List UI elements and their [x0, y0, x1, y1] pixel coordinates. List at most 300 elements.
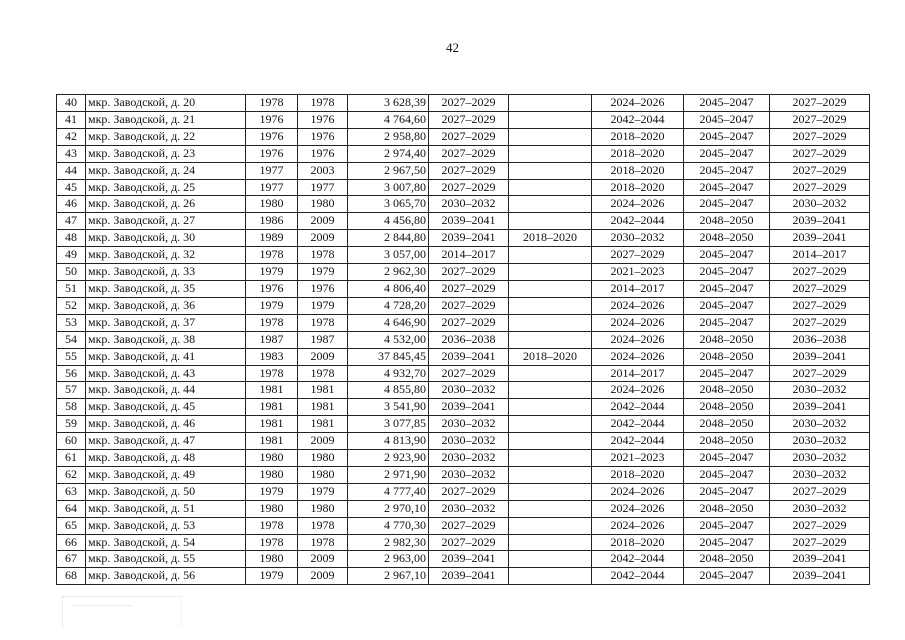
cell-construction-year: 1987 — [246, 331, 298, 348]
cell-repair-period-2 — [509, 314, 592, 331]
faint-stamp-mark — [62, 596, 182, 627]
cell-row-number: 40 — [57, 95, 86, 112]
cell-repair-period-5: 2030–2032 — [770, 466, 870, 483]
cell-repair-period-5: 2039–2041 — [770, 551, 870, 568]
cell-repair-period-2 — [509, 162, 592, 179]
cell-repair-period-2 — [509, 179, 592, 196]
cell-row-number: 56 — [57, 365, 86, 382]
table-row — [57, 297, 870, 314]
cell-repair-period-1: 2027–2029 — [429, 517, 509, 534]
cell-construction-year: 1976 — [246, 111, 298, 128]
cell-repair-period-3: 2024–2026 — [592, 382, 684, 399]
cell-row-number: 63 — [57, 483, 86, 500]
cell-repair-period-5: 2030–2032 — [770, 433, 870, 450]
cell-area: 4 932,70 — [348, 365, 429, 382]
table-row — [57, 551, 870, 568]
cell-repair-period-5: 2027–2029 — [770, 314, 870, 331]
cell-major-repair-year: 2009 — [298, 348, 348, 365]
cell-repair-period-2 — [509, 247, 592, 264]
cell-area: 3 077,85 — [348, 416, 429, 433]
cell-repair-period-3: 2024–2026 — [592, 314, 684, 331]
cell-area: 4 770,30 — [348, 517, 429, 534]
cell-repair-period-3: 2024–2026 — [592, 348, 684, 365]
cell-repair-period-1: 2030–2032 — [429, 433, 509, 450]
cell-row-number: 51 — [57, 280, 86, 297]
cell-address: мкр. Заводской, д. 33 — [86, 264, 246, 281]
cell-construction-year: 1986 — [246, 213, 298, 230]
cell-repair-period-2 — [509, 534, 592, 551]
cell-address: мкр. Заводской, д. 50 — [86, 483, 246, 500]
cell-repair-period-1: 2027–2029 — [429, 111, 509, 128]
cell-construction-year: 1980 — [246, 466, 298, 483]
cell-area: 2 974,40 — [348, 145, 429, 162]
cell-repair-period-4: 2045–2047 — [684, 162, 770, 179]
cell-row-number: 62 — [57, 466, 86, 483]
cell-repair-period-3: 2030–2032 — [592, 230, 684, 247]
cell-address: мкр. Заводской, д. 37 — [86, 314, 246, 331]
cell-repair-period-1: 2027–2029 — [429, 314, 509, 331]
cell-construction-year: 1979 — [246, 264, 298, 281]
cell-row-number: 52 — [57, 297, 86, 314]
cell-row-number: 41 — [57, 111, 86, 128]
cell-area: 3 007,80 — [348, 179, 429, 196]
cell-area: 4 777,40 — [348, 483, 429, 500]
cell-row-number: 49 — [57, 247, 86, 264]
cell-construction-year: 1979 — [246, 297, 298, 314]
cell-address: мкр. Заводской, д. 45 — [86, 399, 246, 416]
cell-repair-period-5: 2030–2032 — [770, 500, 870, 517]
cell-row-number: 46 — [57, 196, 86, 213]
cell-construction-year: 1978 — [246, 517, 298, 534]
table-row — [57, 196, 870, 213]
cell-repair-period-5: 2027–2029 — [770, 111, 870, 128]
cell-address: мкр. Заводской, д. 27 — [86, 213, 246, 230]
cell-repair-period-1: 2027–2029 — [429, 280, 509, 297]
cell-area: 3 628,39 — [348, 95, 429, 112]
cell-row-number: 57 — [57, 382, 86, 399]
cell-repair-period-5: 2039–2041 — [770, 213, 870, 230]
cell-repair-period-2 — [509, 450, 592, 467]
table-row — [57, 450, 870, 467]
cell-major-repair-year: 1981 — [298, 416, 348, 433]
cell-repair-period-5: 2039–2041 — [770, 348, 870, 365]
cell-repair-period-1: 2027–2029 — [429, 179, 509, 196]
cell-major-repair-year: 2009 — [298, 568, 348, 585]
cell-row-number: 54 — [57, 331, 86, 348]
cell-repair-period-1: 2027–2029 — [429, 264, 509, 281]
cell-major-repair-year: 1978 — [298, 95, 348, 112]
cell-repair-period-5: 2027–2029 — [770, 162, 870, 179]
table-row — [57, 314, 870, 331]
cell-repair-period-4: 2048–2050 — [684, 399, 770, 416]
cell-major-repair-year: 1977 — [298, 179, 348, 196]
cell-major-repair-year: 1987 — [298, 331, 348, 348]
cell-row-number: 55 — [57, 348, 86, 365]
cell-construction-year: 1981 — [246, 416, 298, 433]
cell-address: мкр. Заводской, д. 21 — [86, 111, 246, 128]
cell-repair-period-4: 2048–2050 — [684, 348, 770, 365]
cell-area: 2 971,90 — [348, 466, 429, 483]
table-row — [57, 416, 870, 433]
cell-repair-period-4: 2048–2050 — [684, 382, 770, 399]
cell-repair-period-2 — [509, 95, 592, 112]
cell-repair-period-3: 2024–2026 — [592, 95, 684, 112]
cell-area: 2 967,50 — [348, 162, 429, 179]
cell-area: 4 456,80 — [348, 213, 429, 230]
cell-construction-year: 1980 — [246, 551, 298, 568]
cell-address: мкр. Заводской, д. 23 — [86, 145, 246, 162]
cell-area: 2 970,10 — [348, 500, 429, 517]
cell-construction-year: 1976 — [246, 128, 298, 145]
cell-row-number: 42 — [57, 128, 86, 145]
cell-major-repair-year: 1980 — [298, 466, 348, 483]
cell-construction-year: 1979 — [246, 568, 298, 585]
cell-row-number: 45 — [57, 179, 86, 196]
table-row — [57, 348, 870, 365]
cell-row-number: 58 — [57, 399, 86, 416]
cell-construction-year: 1978 — [246, 247, 298, 264]
cell-repair-period-2 — [509, 416, 592, 433]
cell-address: мкр. Заводской, д. 43 — [86, 365, 246, 382]
cell-construction-year: 1980 — [246, 196, 298, 213]
table-row — [57, 230, 870, 247]
cell-repair-period-3: 2018–2020 — [592, 179, 684, 196]
cell-repair-period-2 — [509, 128, 592, 145]
cell-repair-period-2 — [509, 466, 592, 483]
cell-repair-period-4: 2045–2047 — [684, 534, 770, 551]
cell-repair-period-2: 2018–2020 — [509, 230, 592, 247]
table-row — [57, 247, 870, 264]
cell-area: 4 813,90 — [348, 433, 429, 450]
cell-construction-year: 1981 — [246, 382, 298, 399]
cell-row-number: 53 — [57, 314, 86, 331]
table-row — [57, 179, 870, 196]
cell-major-repair-year: 1979 — [298, 483, 348, 500]
cell-repair-period-2 — [509, 500, 592, 517]
table-row — [57, 162, 870, 179]
table-row — [57, 382, 870, 399]
cell-area: 4 855,80 — [348, 382, 429, 399]
cell-address: мкр. Заводской, д. 53 — [86, 517, 246, 534]
cell-repair-period-2 — [509, 280, 592, 297]
cell-row-number: 44 — [57, 162, 86, 179]
cell-repair-period-2 — [509, 264, 592, 281]
cell-repair-period-1: 2030–2032 — [429, 196, 509, 213]
cell-repair-period-1: 2027–2029 — [429, 162, 509, 179]
cell-major-repair-year: 2009 — [298, 551, 348, 568]
cell-repair-period-5: 2027–2029 — [770, 145, 870, 162]
cell-area: 2 844,80 — [348, 230, 429, 247]
cell-area: 4 532,00 — [348, 331, 429, 348]
cell-repair-period-3: 2014–2017 — [592, 365, 684, 382]
cell-repair-period-5: 2030–2032 — [770, 450, 870, 467]
cell-construction-year: 1980 — [246, 500, 298, 517]
cell-repair-period-1: 2030–2032 — [429, 450, 509, 467]
cell-area: 2 962,30 — [348, 264, 429, 281]
cell-address: мкр. Заводской, д. 54 — [86, 534, 246, 551]
cell-repair-period-4: 2045–2047 — [684, 264, 770, 281]
cell-repair-period-1: 2014–2017 — [429, 247, 509, 264]
cell-construction-year: 1978 — [246, 95, 298, 112]
cell-repair-period-2 — [509, 433, 592, 450]
cell-address: мкр. Заводской, д. 24 — [86, 162, 246, 179]
cell-repair-period-3: 2018–2020 — [592, 145, 684, 162]
cell-repair-period-3: 2024–2026 — [592, 483, 684, 500]
cell-repair-period-5: 2030–2032 — [770, 416, 870, 433]
table-row — [57, 568, 870, 585]
cell-address: мкр. Заводской, д. 47 — [86, 433, 246, 450]
cell-repair-period-5: 2027–2029 — [770, 365, 870, 382]
cell-repair-period-4: 2045–2047 — [684, 128, 770, 145]
cell-repair-period-4: 2045–2047 — [684, 568, 770, 585]
cell-repair-period-5: 2030–2032 — [770, 382, 870, 399]
cell-major-repair-year: 1978 — [298, 314, 348, 331]
cell-area: 37 845,45 — [348, 348, 429, 365]
cell-area: 4 764,60 — [348, 111, 429, 128]
table-body — [57, 95, 870, 585]
cell-repair-period-5: 2039–2041 — [770, 230, 870, 247]
cell-repair-period-2 — [509, 568, 592, 585]
cell-construction-year: 1978 — [246, 534, 298, 551]
table-row — [57, 111, 870, 128]
cell-major-repair-year: 2009 — [298, 433, 348, 450]
cell-area: 2 963,00 — [348, 551, 429, 568]
page-number: 42 — [446, 40, 459, 55]
cell-row-number: 68 — [57, 568, 86, 585]
cell-major-repair-year: 1980 — [298, 196, 348, 213]
cell-repair-period-5: 2027–2029 — [770, 297, 870, 314]
cell-repair-period-1: 2030–2032 — [429, 500, 509, 517]
cell-major-repair-year: 1978 — [298, 247, 348, 264]
cell-major-repair-year: 1976 — [298, 128, 348, 145]
cell-major-repair-year: 1976 — [298, 280, 348, 297]
cell-repair-period-4: 2045–2047 — [684, 450, 770, 467]
cell-row-number: 64 — [57, 500, 86, 517]
cell-construction-year: 1979 — [246, 483, 298, 500]
cell-repair-period-4: 2045–2047 — [684, 247, 770, 264]
cell-repair-period-1: 2027–2029 — [429, 534, 509, 551]
cell-repair-period-4: 2045–2047 — [684, 196, 770, 213]
cell-major-repair-year: 1978 — [298, 517, 348, 534]
cell-major-repair-year: 1979 — [298, 264, 348, 281]
cell-address: мкр. Заводской, д. 38 — [86, 331, 246, 348]
cell-repair-period-1: 2039–2041 — [429, 399, 509, 416]
cell-address: мкр. Заводской, д. 36 — [86, 297, 246, 314]
cell-repair-period-1: 2027–2029 — [429, 297, 509, 314]
cell-repair-period-3: 2042–2044 — [592, 416, 684, 433]
cell-repair-period-3: 2018–2020 — [592, 162, 684, 179]
cell-area: 2 923,90 — [348, 450, 429, 467]
table-row — [57, 213, 870, 230]
cell-address: мкр. Заводской, д. 32 — [86, 247, 246, 264]
cell-repair-period-5: 2027–2029 — [770, 128, 870, 145]
cell-row-number: 67 — [57, 551, 86, 568]
cell-repair-period-2 — [509, 213, 592, 230]
cell-construction-year: 1983 — [246, 348, 298, 365]
cell-address: мкр. Заводской, д. 26 — [86, 196, 246, 213]
cell-repair-period-4: 2045–2047 — [684, 297, 770, 314]
cell-area: 4 728,20 — [348, 297, 429, 314]
cell-repair-period-4: 2045–2047 — [684, 280, 770, 297]
cell-repair-period-5: 2027–2029 — [770, 280, 870, 297]
cell-repair-period-1: 2039–2041 — [429, 568, 509, 585]
cell-repair-period-2 — [509, 517, 592, 534]
cell-repair-period-4: 2048–2050 — [684, 500, 770, 517]
cell-address: мкр. Заводской, д. 56 — [86, 568, 246, 585]
cell-repair-period-3: 2042–2044 — [592, 433, 684, 450]
cell-area: 2 982,30 — [348, 534, 429, 551]
cell-area: 3 057,00 — [348, 247, 429, 264]
cell-row-number: 59 — [57, 416, 86, 433]
cell-repair-period-2 — [509, 331, 592, 348]
cell-major-repair-year: 1978 — [298, 534, 348, 551]
cell-row-number: 65 — [57, 517, 86, 534]
cell-repair-period-1: 2027–2029 — [429, 145, 509, 162]
cell-repair-period-3: 2042–2044 — [592, 551, 684, 568]
cell-repair-period-3: 2042–2044 — [592, 399, 684, 416]
cell-repair-period-2 — [509, 111, 592, 128]
table-row — [57, 399, 870, 416]
cell-repair-period-3: 2024–2026 — [592, 297, 684, 314]
cell-repair-period-2 — [509, 365, 592, 382]
table-row — [57, 280, 870, 297]
cell-repair-period-4: 2048–2050 — [684, 331, 770, 348]
cell-repair-period-2 — [509, 483, 592, 500]
cell-row-number: 61 — [57, 450, 86, 467]
cell-repair-period-4: 2048–2050 — [684, 433, 770, 450]
cell-repair-period-2: 2018–2020 — [509, 348, 592, 365]
table-row — [57, 331, 870, 348]
cell-repair-period-1: 2039–2041 — [429, 551, 509, 568]
cell-repair-period-3: 2018–2020 — [592, 466, 684, 483]
cell-repair-period-1: 2039–2041 — [429, 348, 509, 365]
cell-major-repair-year: 1976 — [298, 111, 348, 128]
cell-construction-year: 1981 — [246, 399, 298, 416]
cell-repair-period-4: 2045–2047 — [684, 111, 770, 128]
cell-address: мкр. Заводской, д. 46 — [86, 416, 246, 433]
cell-repair-period-4: 2045–2047 — [684, 95, 770, 112]
cell-repair-period-5: 2014–2017 — [770, 247, 870, 264]
cell-major-repair-year: 1981 — [298, 382, 348, 399]
table-row — [57, 500, 870, 517]
table-row — [57, 433, 870, 450]
cell-repair-period-5: 2027–2029 — [770, 534, 870, 551]
cell-major-repair-year: 1979 — [298, 297, 348, 314]
cell-major-repair-year: 2003 — [298, 162, 348, 179]
cell-repair-period-1: 2030–2032 — [429, 382, 509, 399]
cell-repair-period-1: 2036–2038 — [429, 331, 509, 348]
table-row — [57, 483, 870, 500]
cell-repair-period-3: 2018–2020 — [592, 128, 684, 145]
cell-repair-period-2 — [509, 297, 592, 314]
cell-repair-period-3: 2042–2044 — [592, 213, 684, 230]
cell-repair-period-1: 2030–2032 — [429, 416, 509, 433]
cell-construction-year: 1976 — [246, 145, 298, 162]
cell-address: мкр. Заводской, д. 35 — [86, 280, 246, 297]
cell-repair-period-4: 2045–2047 — [684, 365, 770, 382]
cell-address: мкр. Заводской, д. 48 — [86, 450, 246, 467]
cell-repair-period-1: 2027–2029 — [429, 483, 509, 500]
table-row — [57, 534, 870, 551]
buildings-table — [56, 94, 870, 585]
cell-repair-period-3: 2024–2026 — [592, 517, 684, 534]
cell-repair-period-2 — [509, 551, 592, 568]
cell-address: мкр. Заводской, д. 22 — [86, 128, 246, 145]
cell-address: мкр. Заводской, д. 30 — [86, 230, 246, 247]
cell-address: мкр. Заводской, д. 20 — [86, 95, 246, 112]
cell-major-repair-year: 2009 — [298, 230, 348, 247]
cell-repair-period-3: 2021–2023 — [592, 264, 684, 281]
cell-repair-period-3: 2027–2029 — [592, 247, 684, 264]
cell-repair-period-5: 2030–2032 — [770, 196, 870, 213]
cell-repair-period-3: 2014–2017 — [592, 280, 684, 297]
cell-repair-period-5: 2036–2038 — [770, 331, 870, 348]
cell-construction-year: 1989 — [246, 230, 298, 247]
cell-row-number: 47 — [57, 213, 86, 230]
cell-repair-period-1: 2027–2029 — [429, 95, 509, 112]
cell-repair-period-5: 2039–2041 — [770, 568, 870, 585]
table-row — [57, 466, 870, 483]
cell-construction-year: 1977 — [246, 179, 298, 196]
cell-address: мкр. Заводской, д. 44 — [86, 382, 246, 399]
cell-repair-period-1: 2030–2032 — [429, 466, 509, 483]
cell-repair-period-4: 2045–2047 — [684, 483, 770, 500]
cell-repair-period-2 — [509, 196, 592, 213]
cell-repair-period-3: 2042–2044 — [592, 111, 684, 128]
cell-repair-period-4: 2048–2050 — [684, 230, 770, 247]
cell-address: мкр. Заводской, д. 51 — [86, 500, 246, 517]
cell-repair-period-4: 2045–2047 — [684, 179, 770, 196]
table-row — [57, 145, 870, 162]
cell-repair-period-4: 2045–2047 — [684, 145, 770, 162]
cell-construction-year: 1981 — [246, 433, 298, 450]
cell-repair-period-4: 2045–2047 — [684, 314, 770, 331]
cell-repair-period-5: 2027–2029 — [770, 179, 870, 196]
cell-row-number: 60 — [57, 433, 86, 450]
cell-repair-period-2 — [509, 145, 592, 162]
cell-repair-period-3: 2024–2026 — [592, 331, 684, 348]
cell-major-repair-year: 1980 — [298, 500, 348, 517]
cell-construction-year: 1976 — [246, 280, 298, 297]
cell-area: 4 806,40 — [348, 280, 429, 297]
cell-repair-period-1: 2039–2041 — [429, 230, 509, 247]
table-row — [57, 517, 870, 534]
cell-repair-period-4: 2048–2050 — [684, 416, 770, 433]
cell-repair-period-2 — [509, 382, 592, 399]
cell-area: 4 646,90 — [348, 314, 429, 331]
cell-repair-period-3: 2021–2023 — [592, 450, 684, 467]
cell-repair-period-1: 2027–2029 — [429, 128, 509, 145]
cell-construction-year: 1977 — [246, 162, 298, 179]
table-row — [57, 264, 870, 281]
table-row — [57, 128, 870, 145]
cell-area: 3 065,70 — [348, 196, 429, 213]
cell-major-repair-year: 1976 — [298, 145, 348, 162]
cell-row-number: 66 — [57, 534, 86, 551]
cell-repair-period-1: 2039–2041 — [429, 213, 509, 230]
cell-repair-period-4: 2048–2050 — [684, 213, 770, 230]
cell-repair-period-4: 2045–2047 — [684, 466, 770, 483]
cell-address: мкр. Заводской, д. 25 — [86, 179, 246, 196]
cell-address: мкр. Заводской, д. 49 — [86, 466, 246, 483]
cell-address: мкр. Заводской, д. 41 — [86, 348, 246, 365]
cell-repair-period-5: 2027–2029 — [770, 517, 870, 534]
cell-row-number: 48 — [57, 230, 86, 247]
cell-repair-period-5: 2027–2029 — [770, 95, 870, 112]
cell-construction-year: 1978 — [246, 365, 298, 382]
cell-row-number: 43 — [57, 145, 86, 162]
cell-area: 2 967,10 — [348, 568, 429, 585]
